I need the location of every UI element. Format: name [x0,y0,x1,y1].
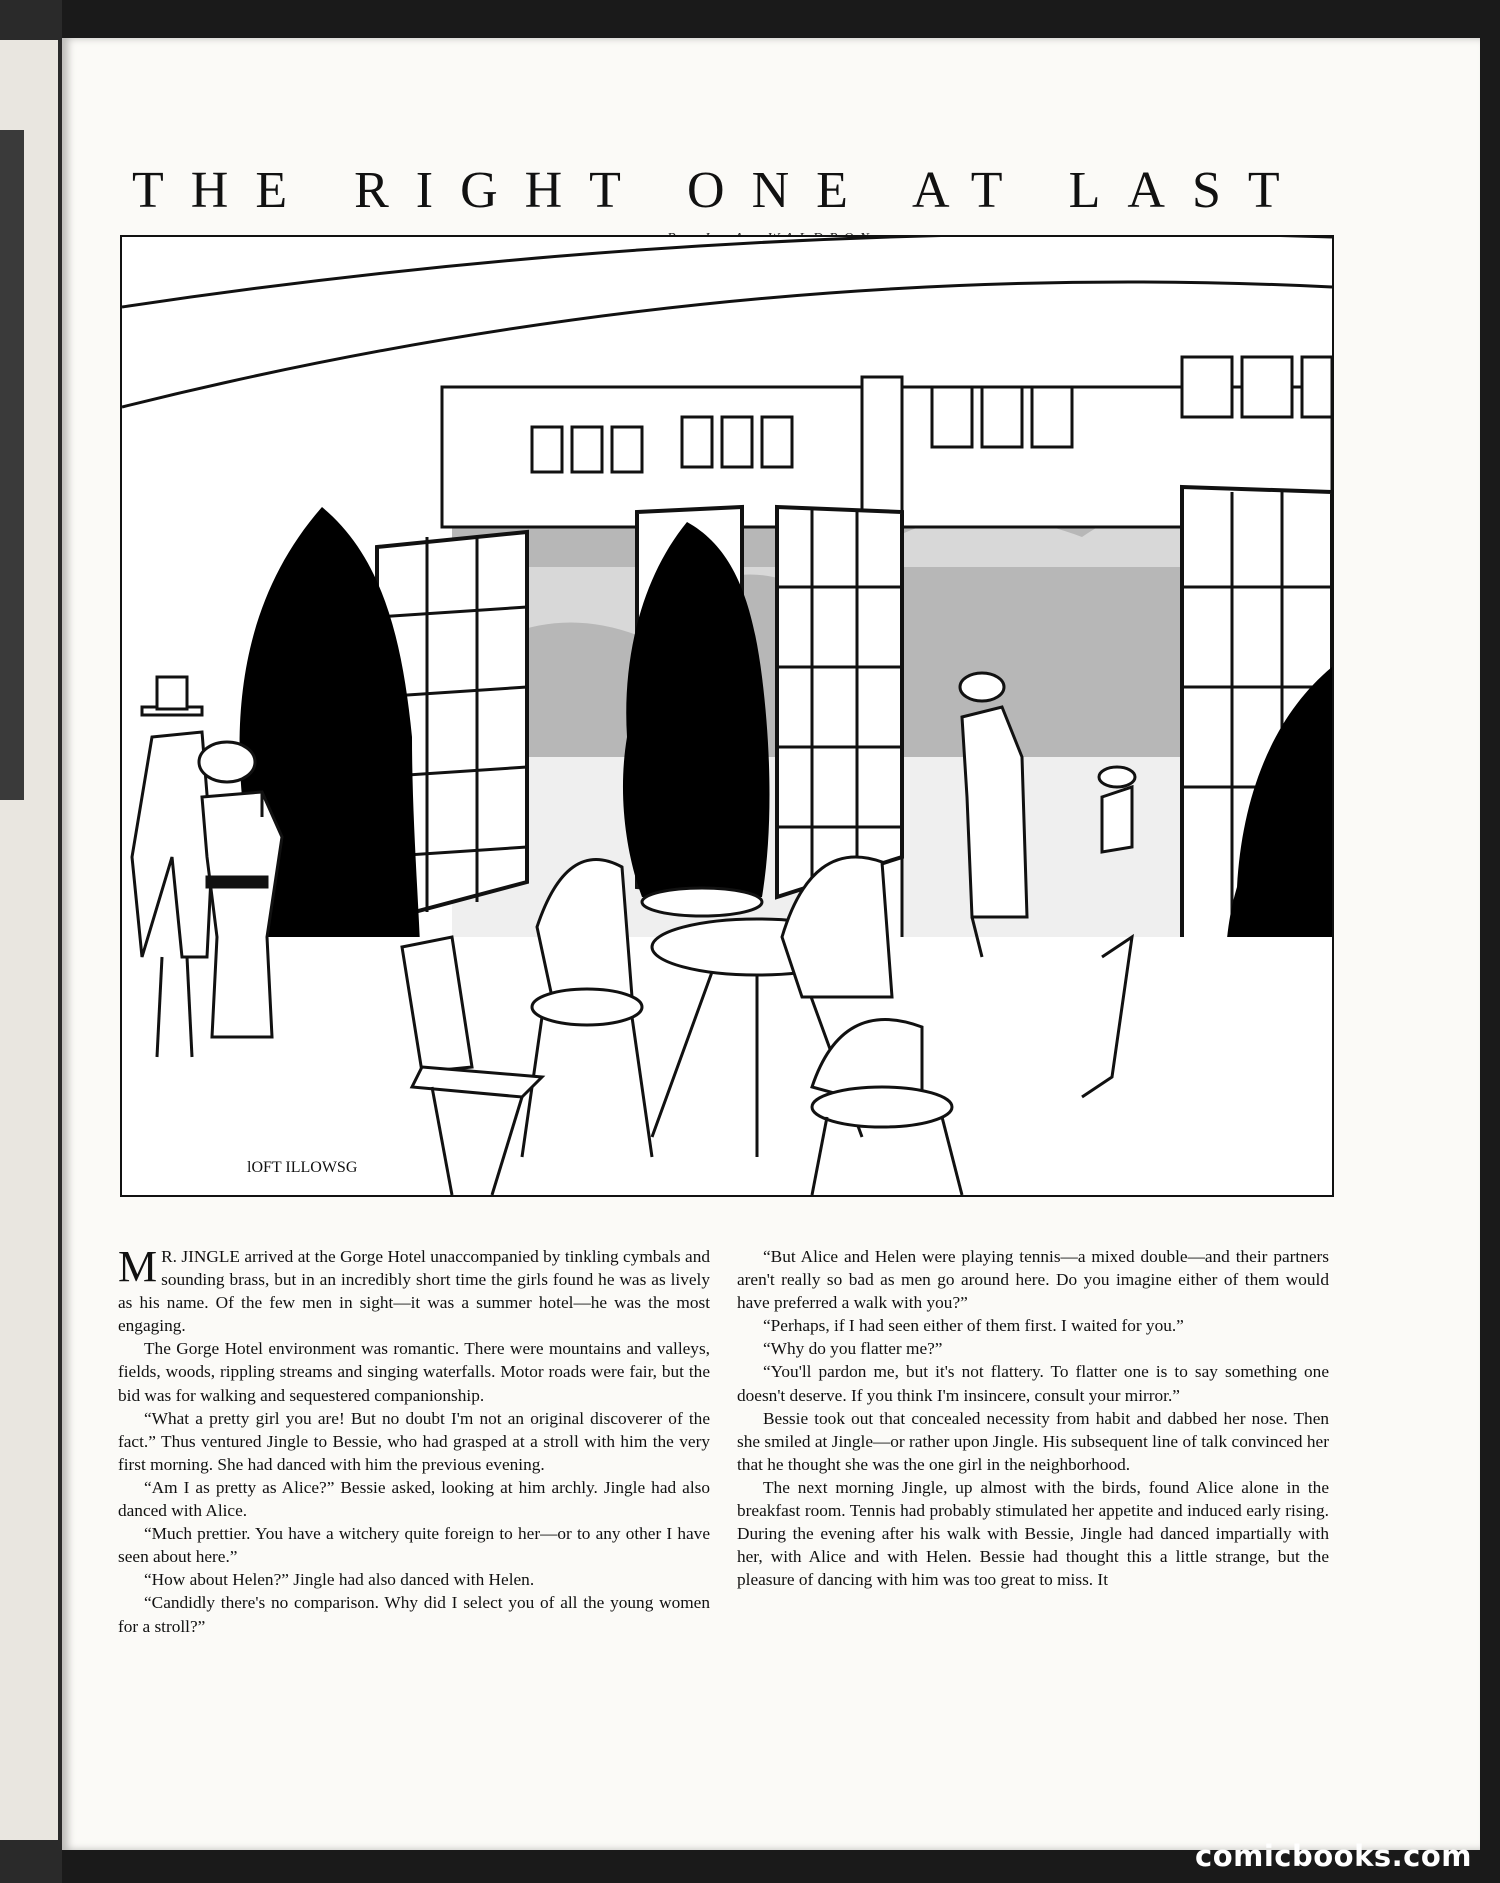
paragraph: “Candidly there's no comparison. Why did I select you of all the young women for a stroll?” [118,1593,710,1636]
paragraph: “Much prettier. You have a witchery quite foreign to her—or to any other I have seen about here.” [118,1524,710,1567]
text-column-left [118,1242,710,1638]
site-watermark: comicbooks.com [1195,1839,1472,1873]
paragraph: “What a pretty girl you are! But no doubt I'm not an original discoverer of the fact.” Thus ventured Jingle to Bessie, who had grasped at a stroll with him the very first morning. She had danced with him the previous evening. [118,1408,710,1474]
paragraph: “You'll pardon me, but it's not flattery. To flatter one is to say something one doesn't deserve. If you think I'm insincere, consult your mirror.” [737,1362,1329,1405]
paragraph: “Am I as pretty as Alice?” Bessie asked, looking at him archly. Jingle had also danced with Alice. [118,1477,710,1521]
drop-cap: M [118,1242,158,1291]
paragraph: The next morning Jingle, up almost with the birds, found Alice alone in the breakfast room. Tennis had probably stimulated her appetite and induced early rising. During the evening after his walk with Bessie, Jingle had danced impartially with her, with Alice and with Helen. Bessie had thought this a little strange, but the pleasure of dancing with him was too great to miss. It [737,1477,1329,1590]
article-title: THE RIGHT ONE AT LAST [132,161,1307,219]
paragraph: Bessie took out that concealed necessity from habit and dabbed her nose. Then she smiled at Jingle—or rather upon Jingle. His subsequent line of talk convinced her that he thought she was the one girl in the neighborhood. [737,1408,1329,1474]
paragraph: “How about Helen?” Jingle had also danced with Helen. [144,1570,535,1590]
paragraph: M R. JINGLE arrived at the Gorge Hotel unaccompanied by tinkling cymbals and sounding brass, but in an incredibly short time the girls found he was as lively as his name. Of the few men in sight—it was a summer hotel—he was the most engaging. [118,1242,710,1336]
paragraph: “Why do you flatter me?” [763,1339,943,1359]
paragraph: “Perhaps, if I had seen either of them first. I waited for you.” [763,1316,1184,1336]
paragraph: “But Alice and Helen were playing tennis—a mixed double—and their partners aren't really so bad as men go around here. Do you imagine either of them would have preferred a walk with you?” [737,1247,1329,1313]
artist-signature: lOFT ILLOWSG [247,1159,358,1176]
magazine-page [62,38,1480,1850]
article-illustration [120,235,1334,1197]
facing-page-photo [0,130,24,800]
terrace-scene-drawing [122,237,1332,1195]
paragraph: The Gorge Hotel environment was romantic. There were mountains and valleys, fields, woods, rippling streams and singing waterfalls. Motor roads were fair, but the bid was for walking and sequestered companionship. [118,1339,710,1405]
text-column-right [737,1245,1329,1591]
